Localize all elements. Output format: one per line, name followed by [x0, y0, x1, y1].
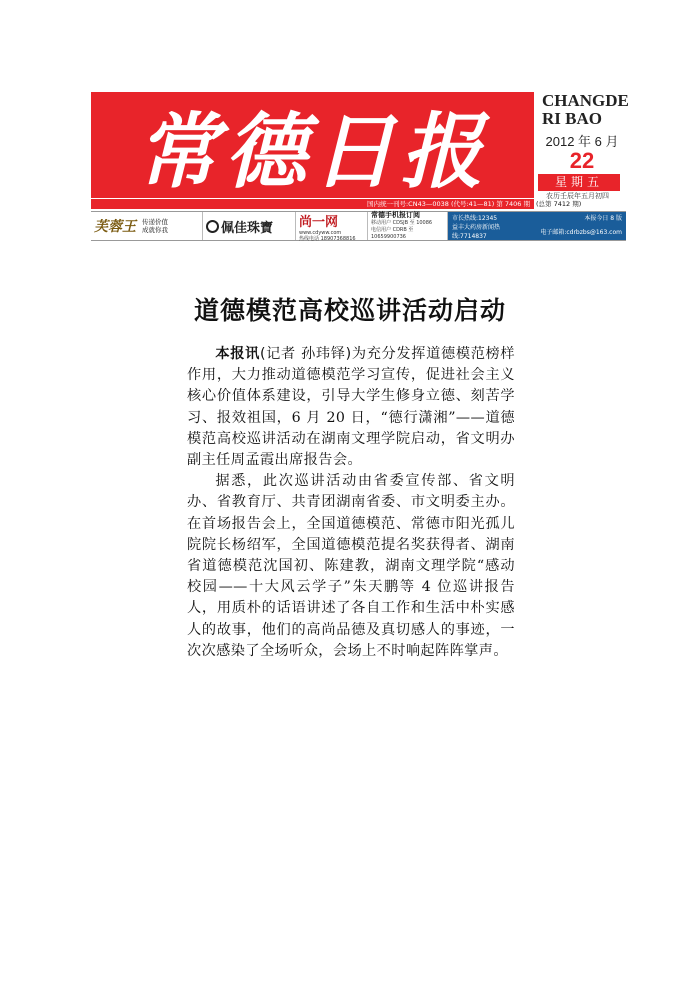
masthead-banner	[91, 92, 534, 198]
article-paragraph-1	[187, 344, 515, 471]
shangyiwang-phone: 热线电话 18907368816	[299, 235, 356, 242]
title-en-line1: CHANGDE	[542, 91, 629, 110]
newspaper-title: 常德日报	[136, 103, 489, 200]
ad-mobile-subscription[interactable]	[368, 212, 448, 240]
mobile-sub-title: 常德手机报订阅	[371, 211, 420, 219]
article-body	[187, 344, 515, 662]
mayor-hotline: 市长热线:12345	[452, 214, 498, 222]
date-day: 22	[569, 148, 595, 173]
ad-furongwang[interactable]	[91, 212, 203, 240]
issue-date	[540, 131, 624, 175]
mobile-sub-line1: 移动用户 CDSJB 至 10086	[371, 220, 433, 226]
ad1-slogan-1: 传递价值	[142, 218, 168, 226]
shangyiwang-name: 尚一网	[299, 214, 339, 230]
pages-today: 本报今日 8 版	[584, 214, 622, 222]
ad-peijia-jewelry[interactable]	[203, 212, 296, 240]
hotline-panel	[448, 212, 626, 240]
article-byline: (记者 孙玮铎)	[259, 346, 352, 362]
news-hotline: 益丰大药房新闻热线:7714837	[452, 224, 501, 240]
weekday-badge: 星期五	[538, 174, 620, 191]
issue-total: (总第 7412 期)	[536, 200, 582, 208]
date-year-month: 2012 年 6 月	[545, 134, 619, 149]
email-address[interactable]: 电子邮箱:cdrbzbs@163.com	[540, 228, 622, 236]
newspaper-title-english	[542, 91, 629, 128]
title-en-line2: RI BAO	[542, 109, 602, 128]
ad-strip	[91, 211, 626, 241]
article-headline: 道德模范高校巡讲活动启动	[193, 296, 506, 325]
peijia-logo-icon	[206, 220, 219, 233]
article-lead: 本报讯	[215, 346, 260, 362]
furongwang-logo: 芙蓉王	[94, 219, 136, 235]
shangyiwang-url: www.cdyww.com	[299, 229, 342, 236]
peijia-name: 佩佳珠寶	[221, 220, 274, 236]
mobile-sub-line2: 电信用户 CDRB 至 10659900736	[371, 227, 414, 240]
ad1-slogan-2: 成就你我	[142, 226, 168, 234]
ad-shangyiwang[interactable]	[296, 212, 368, 240]
paragraph-1-text: 为充分发挥道德模范榜样作用，大力推动道德模范学习宣传，促进社会主义核心价值体系建设，引导大学生修身立德、刻苦学习、报效祖国，6 月 20 日，“德行潇湘”——道德模范高校巡讲活动在湖南文理学院启动，省文明办副主任周孟霞出席报告会。	[187, 346, 516, 469]
issue-number-bar: 国内统一刊号:CN43—0038 (代号:41—81) 第 7406 期	[91, 199, 534, 209]
lunar-date: 农历壬辰年五月初四	[546, 192, 609, 200]
article-paragraph-2: 据悉，此次巡讲活动由省委宣传部、省文明办、省教育厅、共青团湖南省委、市文明委主办。在首场报告会上，全国道德模范、常德市阳光孤儿院院长杨绍军，全国道德模范提名奖获得者、湖南省道德模范沈国初、陈建教，湖南文理学院“感动校园——十大风云学子”朱天鹏等 4 位巡讲报告人，用质朴的话语讲述了各自工作和生活中朴实感人的故事，他们的高尚品德及真切感人的事迹，一次次感染了全场听众，会场上不时响起阵阵掌声。	[187, 473, 515, 659]
